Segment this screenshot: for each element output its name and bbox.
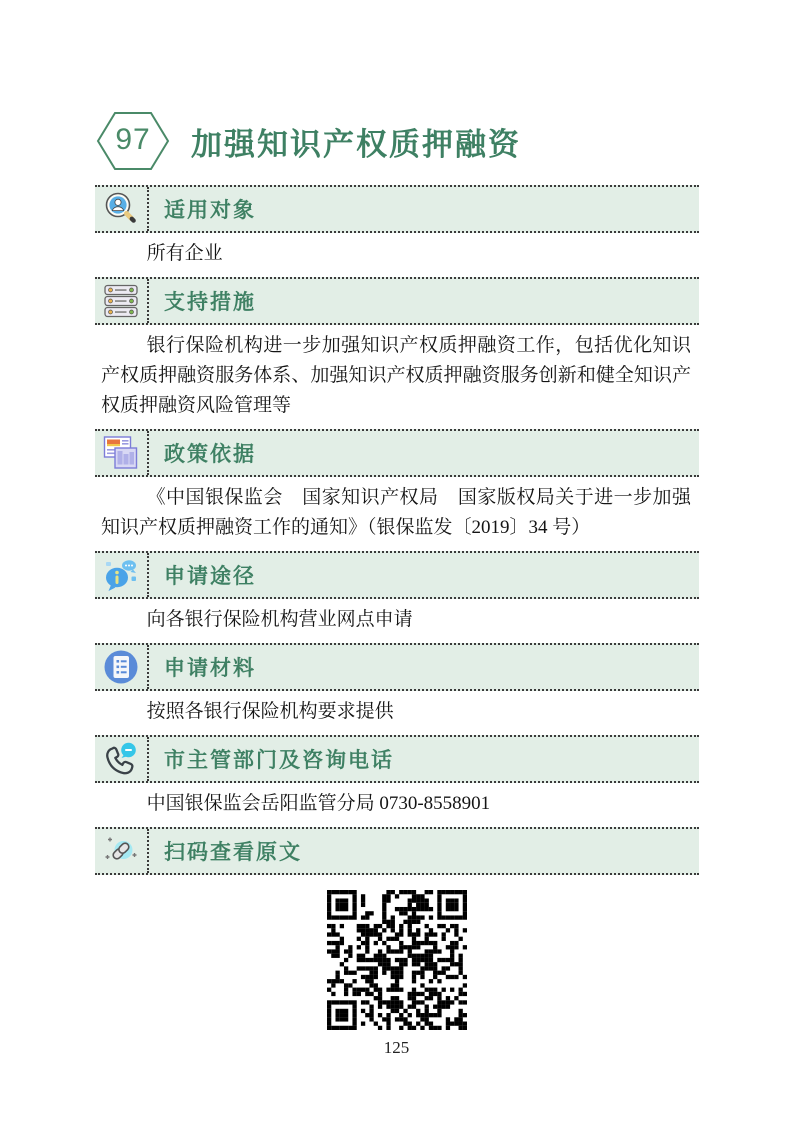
link-icon <box>95 829 149 873</box>
section-label: 支持措施 <box>164 290 256 314</box>
page-content <box>95 110 699 1030</box>
section-band-application-materials <box>95 643 699 691</box>
section-band-support-measures <box>95 277 699 325</box>
qr-code <box>95 890 699 1030</box>
info-chat-icon <box>95 553 149 597</box>
user-search-icon <box>95 187 149 231</box>
phone-icon <box>95 737 149 781</box>
section-label: 申请材料 <box>164 656 256 680</box>
document-list-icon <box>95 645 149 689</box>
section-label: 申请途径 <box>164 564 256 588</box>
number-badge <box>95 110 171 172</box>
badge-number: 97 <box>115 123 151 156</box>
section-label: 政策依据 <box>164 442 256 466</box>
section-label: 市主管部门及咨询电话 <box>164 748 394 772</box>
server-stack-icon <box>95 279 149 323</box>
section-band-policy-basis <box>95 429 699 477</box>
section-band-applicable-objects <box>95 185 699 233</box>
section-body: 按照各银行保险机构要求提供 <box>146 701 394 722</box>
section-body: 中国银保监会岳阳监管分局 0730-8558901 <box>146 793 491 814</box>
page-number: 125 <box>383 1038 410 1057</box>
section-body: 所有企业 <box>146 243 223 264</box>
section-body: 《中国银保监会 国家知识产权局 国家版权局关于进一步加强知识产权质押融资工作的通知》（银保监发〔2019〕34 号） <box>101 487 691 538</box>
section-band-application-channel <box>95 551 699 599</box>
article-header <box>95 110 699 172</box>
section-band-scan-code <box>95 827 699 875</box>
section-band-department-phone <box>95 735 699 783</box>
section-body: 银行保险机构进一步加强知识产权质押融资工作，包括优化知识产权质押融资服务体系、加强知识产权质押融资服务创新和健全知识产权质押融资风险管理等 <box>101 335 691 416</box>
section-body: 向各银行保险机构营业网点申请 <box>146 609 413 630</box>
policy-documents-icon <box>95 431 149 475</box>
section-label: 扫码查看原文 <box>164 840 302 864</box>
section-label: 适用对象 <box>164 198 256 222</box>
page-title: 加强知识产权质押融资 <box>191 126 521 162</box>
